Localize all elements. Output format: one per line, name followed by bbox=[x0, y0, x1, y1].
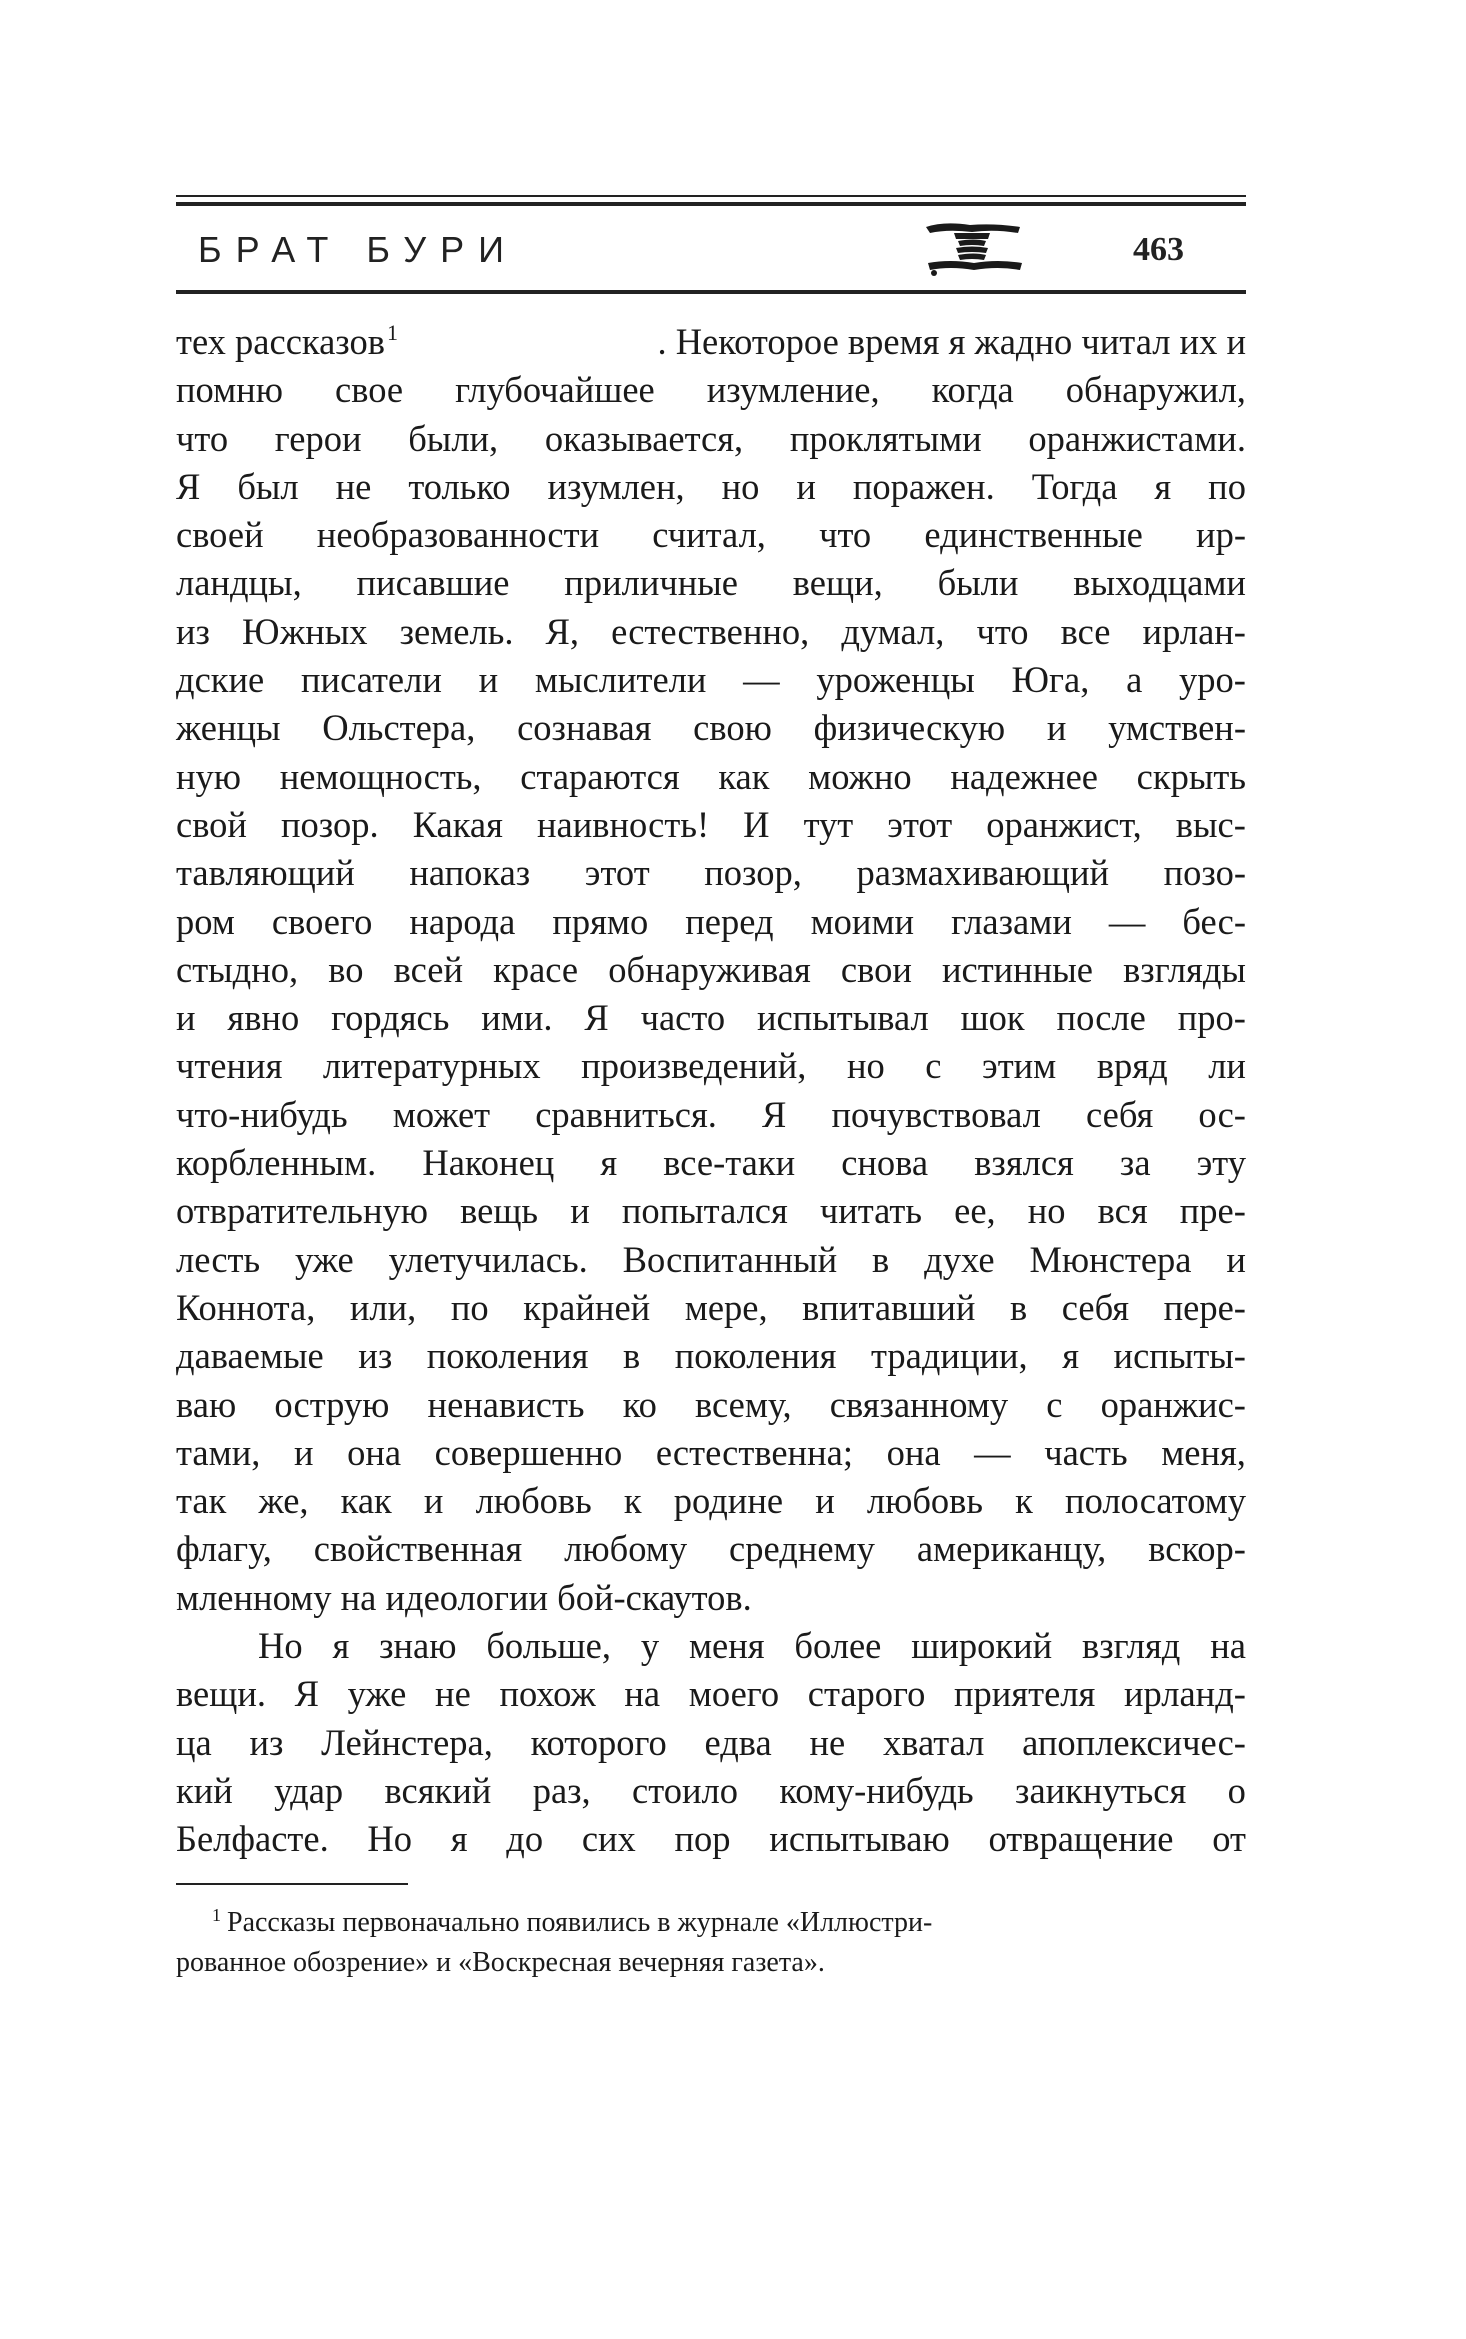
footnote-line bbox=[176, 1903, 1246, 1943]
text-line: Я был не только изумлен, но и поражен. Тогда я по bbox=[176, 465, 1246, 507]
text-line: своей необразованности считал, что единственные ир- bbox=[176, 514, 1246, 556]
text-line: Но я знаю больше, у меня более широкий взгляд на bbox=[258, 1625, 1246, 1667]
text-line: что-нибудь может сравниться. Я почувствовал себя ос- bbox=[176, 1093, 1246, 1135]
footnote-marker: 1 bbox=[212, 1905, 221, 1925]
text-line: ваю острую ненависть ко всему, связанному с оранжис- bbox=[176, 1383, 1246, 1425]
footnote-rule bbox=[176, 1883, 408, 1885]
text-line: и явно гордясь ими. Я часто испытывал шок после про- bbox=[176, 997, 1246, 1039]
text-line: что герои были, оказывается, проклятыми оранжистами. bbox=[176, 417, 1246, 459]
header-rule-thin bbox=[176, 195, 1246, 197]
text-line: кий удар всякий раз, стоило кому-нибудь заикнуться о bbox=[176, 1769, 1246, 1811]
text-line: корбленным. Наконец я все-таки снова взялся за эту bbox=[176, 1142, 1246, 1184]
footnote-line: рованное обозрение» и «Воскресная вечерняя газета». bbox=[176, 1947, 825, 1978]
text-line: тами, и она совершенно естественна; она — часть меня, bbox=[176, 1431, 1246, 1473]
text-line: отвратительную вещь и попытался читать ее, но вся пре- bbox=[176, 1190, 1246, 1232]
text-line: ную немощность, стараются как можно надежнее скрыть bbox=[176, 755, 1246, 797]
text-line: Коннота, или, по крайней мере, впитавший в себя пере- bbox=[176, 1286, 1246, 1328]
text-line: тавляющий напоказ этот позор, размахивающий позо- bbox=[176, 852, 1246, 894]
text-line: женцы Ольстера, сознавая свою физическую и умствен- bbox=[176, 707, 1246, 749]
text-line: мленному на идеологии бой-скаутов. bbox=[176, 1576, 752, 1618]
text-line: ром своего народа прямо перед моими глазами — бес- bbox=[176, 900, 1246, 942]
page-number: 463 bbox=[1133, 231, 1184, 268]
body-text bbox=[176, 318, 1246, 1864]
header-rule-thick bbox=[176, 202, 1246, 206]
text-line bbox=[176, 318, 1246, 366]
text-line: вещи. Я уже не похож на моего старого приятеля ирланд- bbox=[176, 1673, 1246, 1715]
scroll-ornament-icon bbox=[924, 221, 1024, 277]
text-line: свой позор. Какая наивность! И тут этот оранжист, выс- bbox=[176, 803, 1246, 845]
text-line: помню свое глубочайшее изумление, когда обнаружил, bbox=[176, 369, 1246, 411]
text-line-start: тех рассказов bbox=[176, 321, 385, 362]
footnote bbox=[176, 1903, 1246, 1983]
text-line: из Южных земель. Я, естественно, думал, что все ирлан- bbox=[176, 610, 1246, 652]
running-title: БРАТ БУРИ bbox=[198, 229, 518, 270]
text-line: лесть уже улетучилась. Воспитанный в духе Мюнстера и bbox=[176, 1238, 1246, 1280]
text-line: даваемые из поколения в поколения традиции, я испыты- bbox=[176, 1335, 1246, 1377]
footnote-reference: 1 bbox=[386, 320, 398, 345]
text-line: дские писатели и мыслители — уроженцы Юга, а уро- bbox=[176, 659, 1246, 701]
text-line: флагу, свойственная любому среднему американцу, вскор- bbox=[176, 1528, 1246, 1570]
header-rule-bottom bbox=[176, 290, 1246, 294]
footnote-text: Рассказы первоначально появились в журнале «Иллюстри- bbox=[227, 1907, 933, 1938]
text-line: ландцы, писавшие приличные вещи, были выходцами bbox=[176, 562, 1246, 604]
text-line: стыдно, во всей красе обнаруживая свои истинные взгляды bbox=[176, 948, 1246, 990]
page-header bbox=[176, 195, 1246, 305]
text-line: Белфасте. Но я до сих пор испытываю отвращение от bbox=[176, 1818, 1246, 1860]
text-line: так же, как и любовь к родине и любовь к полосатому bbox=[176, 1480, 1246, 1522]
text-line: ца из Лейнстера, которого едва не хватал апоплексичес- bbox=[176, 1721, 1246, 1763]
text-line-rest: . Некоторое время я жадно читал их и bbox=[657, 321, 1246, 362]
text-line: чтения литературных произведений, но с этим вряд ли bbox=[176, 1045, 1246, 1087]
